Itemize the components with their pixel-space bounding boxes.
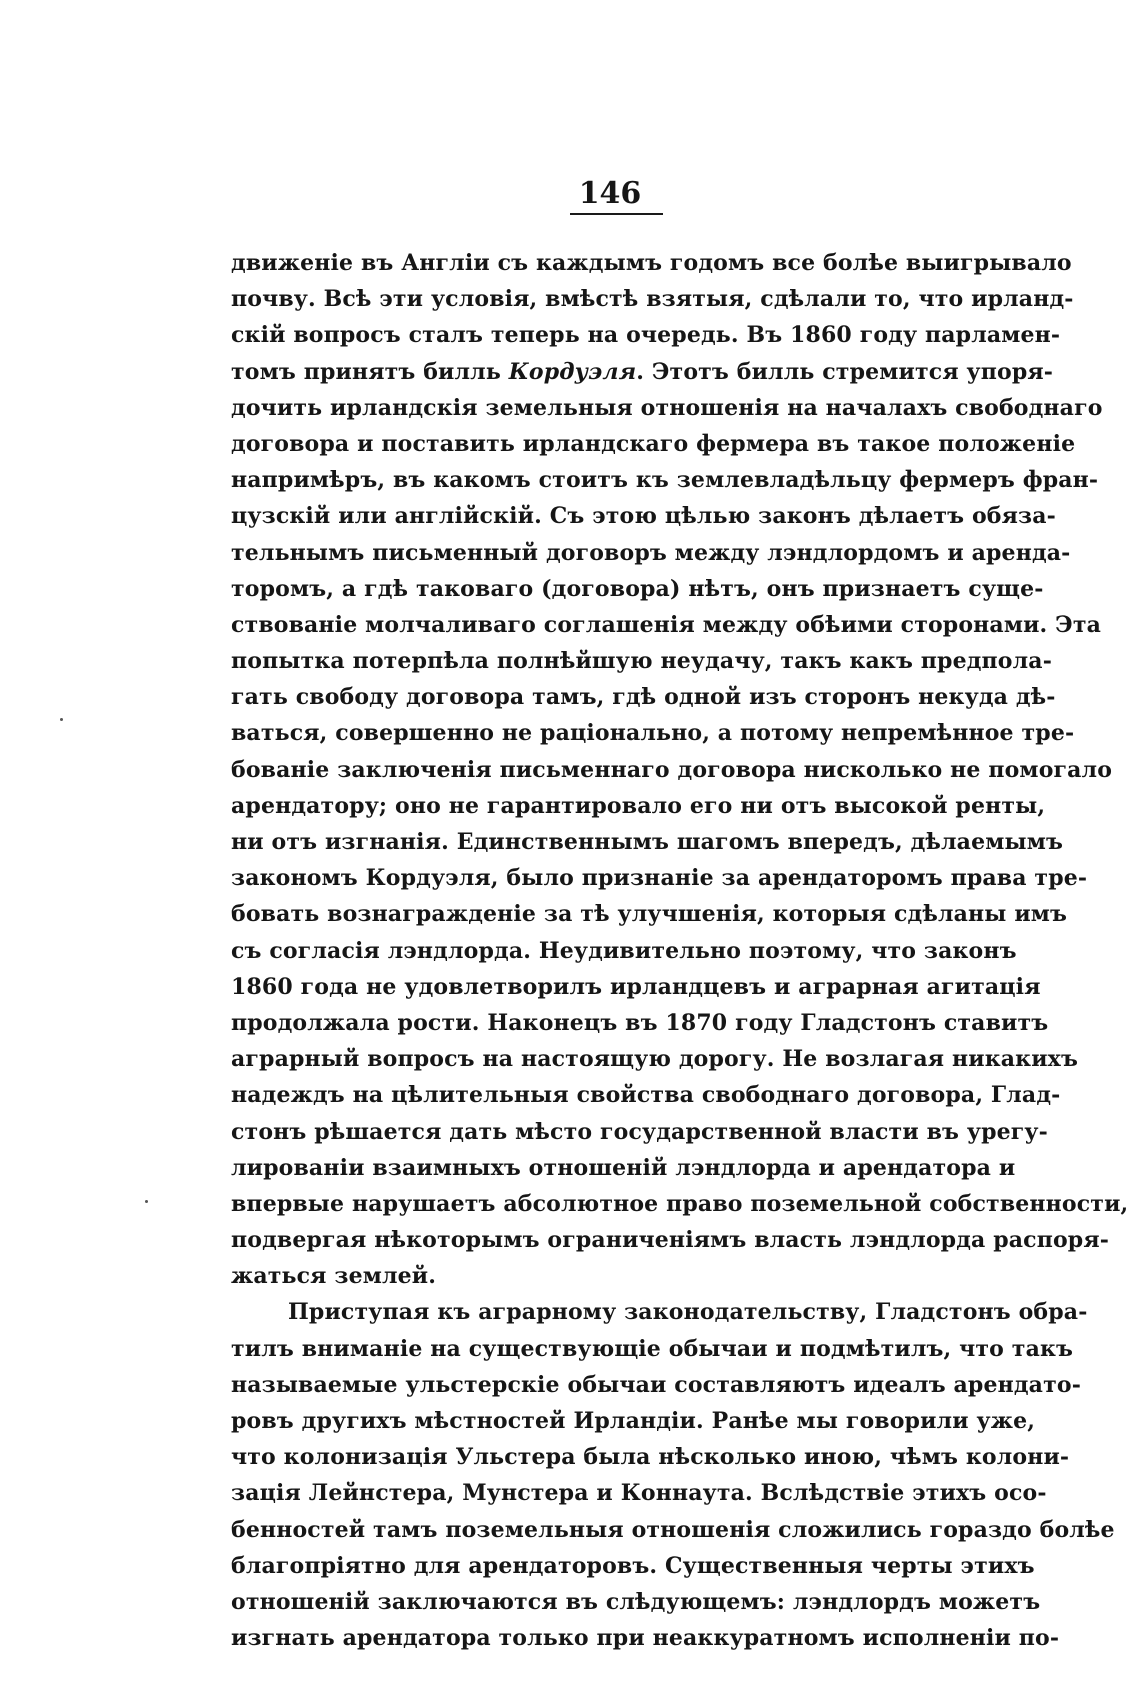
text-line: Приступая къ аграрному законодательству, Гладстонъ обра- bbox=[288, 1299, 1088, 1326]
text-line: жаться землей. bbox=[231, 1263, 437, 1290]
text-line: ни отъ изгнанія. Единственнымъ шагомъ впередъ, дѣлаемымъ bbox=[231, 829, 1063, 855]
text-line: гать свободу договора тамъ, гдѣ одной изъ сторонъ некуда дѣ- bbox=[231, 684, 1056, 711]
text-line: называемые ульстерскіе обычаи составляютъ идеалъ арендато- bbox=[231, 1371, 1081, 1398]
text-line: напримѣръ, въ какомъ стоитъ къ землевладѣльцу фермеръ фран- bbox=[231, 467, 1099, 494]
text-line: попытка потерпѣла полнѣйшую неудачу, такъ какъ предпола- bbox=[231, 648, 1052, 675]
text-line: отношеній заключаются въ слѣдующемъ: лэндлордъ можетъ bbox=[231, 1588, 1041, 1615]
text-line: продолжала рости. Наконецъ въ 1870 году Гладстонъ ставитъ bbox=[231, 1009, 1049, 1036]
text-line: договора и поставить ирландскаго фермера въ такое положеніе bbox=[231, 430, 1076, 457]
text-line: впервые нарушаетъ абсолютное право поземельной собственности, bbox=[231, 1190, 1129, 1217]
text-line: цузскій или англійскій. Съ этою цѣлью законъ дѣлаетъ обяза- bbox=[231, 503, 1056, 530]
text-line: аграрный вопросъ на настоящую дорогу. Не возлагая никакихъ bbox=[231, 1046, 1078, 1073]
text-line: зація Лейнстера, Мунстера и Коннаута. Вслѣдствіе этихъ осо- bbox=[231, 1480, 1047, 1507]
text-line: томъ принятъ билль Кордуэля. Этотъ билль стремится упоря- bbox=[231, 358, 1054, 385]
text-line: бовать вознагражденіе за тѣ улучшенія, которыя сдѣланы имъ bbox=[231, 901, 1068, 928]
text-line: дочить ирландскія земельныя отношенія на началахъ свободнаго bbox=[231, 394, 1103, 421]
text-line: ваться, совершенно не раціонально, а потому непремѣнное тре- bbox=[231, 720, 1075, 747]
text-line: арендатору; оно не гарантировало его ни отъ высокой ренты, bbox=[231, 792, 1046, 819]
text-line: ствованіе молчаливаго соглашенія между обѣими сторонами. Эта bbox=[231, 611, 1102, 638]
text-line: надеждъ на цѣлительныя свойства свободнаго договора, Глад- bbox=[231, 1082, 1061, 1109]
paragraph-2 bbox=[231, 1294, 1115, 1656]
text-line: лированіи взаимныхъ отношеній лэндлорда и арендатора и bbox=[231, 1154, 1016, 1181]
text-line: что колонизація Ульстера была нѣсколько иною, чѣмъ колони- bbox=[231, 1444, 1070, 1471]
scan-speck bbox=[145, 1200, 148, 1203]
text-line: подвергая нѣкоторымъ ограниченіямъ власть лэндлорда распоря- bbox=[231, 1227, 1110, 1254]
text-line: бенностей тамъ поземельныя отношенія сложились гораздо болѣе bbox=[231, 1516, 1115, 1543]
text-line: благопріятно для арендаторовъ. Существенныя черты этихъ bbox=[231, 1552, 1035, 1579]
text-line: тилъ вниманіе на существующіе обычаи и подмѣтилъ, что такъ bbox=[231, 1335, 1074, 1362]
text-line: почву. Всѣ эти условія, вмѣстѣ взятыя, сдѣлали то, что ирланд- bbox=[231, 286, 1074, 313]
text-line: торомъ, а гдѣ таковаго (договора) нѣтъ, онъ признаетъ суще- bbox=[231, 575, 1044, 602]
body-text bbox=[231, 245, 1129, 1656]
text-line: ровъ другихъ мѣстностей Ирландіи. Ранѣе мы говорили уже, bbox=[231, 1408, 1036, 1434]
text-line: изгнать арендатора только при неаккуратномъ исполненіи по- bbox=[231, 1625, 1060, 1652]
text-line: закономъ Кордуэля, было признаніе за арендаторомъ права тре- bbox=[231, 865, 1088, 892]
text-line: стонъ рѣшается дать мѣсто государственной власти въ урегу- bbox=[231, 1118, 1048, 1145]
text-line: скій вопросъ сталъ теперь на очередь. Въ 1860 году парламен- bbox=[231, 322, 1061, 349]
text-line: съ согласія лэндлорда. Неудивительно поэтому, что законъ bbox=[231, 937, 1017, 964]
text-line: тельнымъ письменный договоръ между лэндлордомъ и аренда- bbox=[231, 539, 1071, 566]
text-line: движеніе въ Англіи съ каждымъ годомъ все болѣе выигрывало bbox=[231, 250, 1072, 276]
paragraph-1 bbox=[231, 245, 1129, 1294]
text-line: 1860 года не удовлетворилъ ирландцевъ и аграрная агитація bbox=[231, 973, 1041, 1000]
scan-speck bbox=[60, 718, 63, 721]
text-line: бованіе заключенія письменнаго договора нисколько не помогало bbox=[231, 756, 1113, 783]
page-number: 146 bbox=[578, 176, 642, 211]
page-number-underline bbox=[570, 213, 663, 215]
